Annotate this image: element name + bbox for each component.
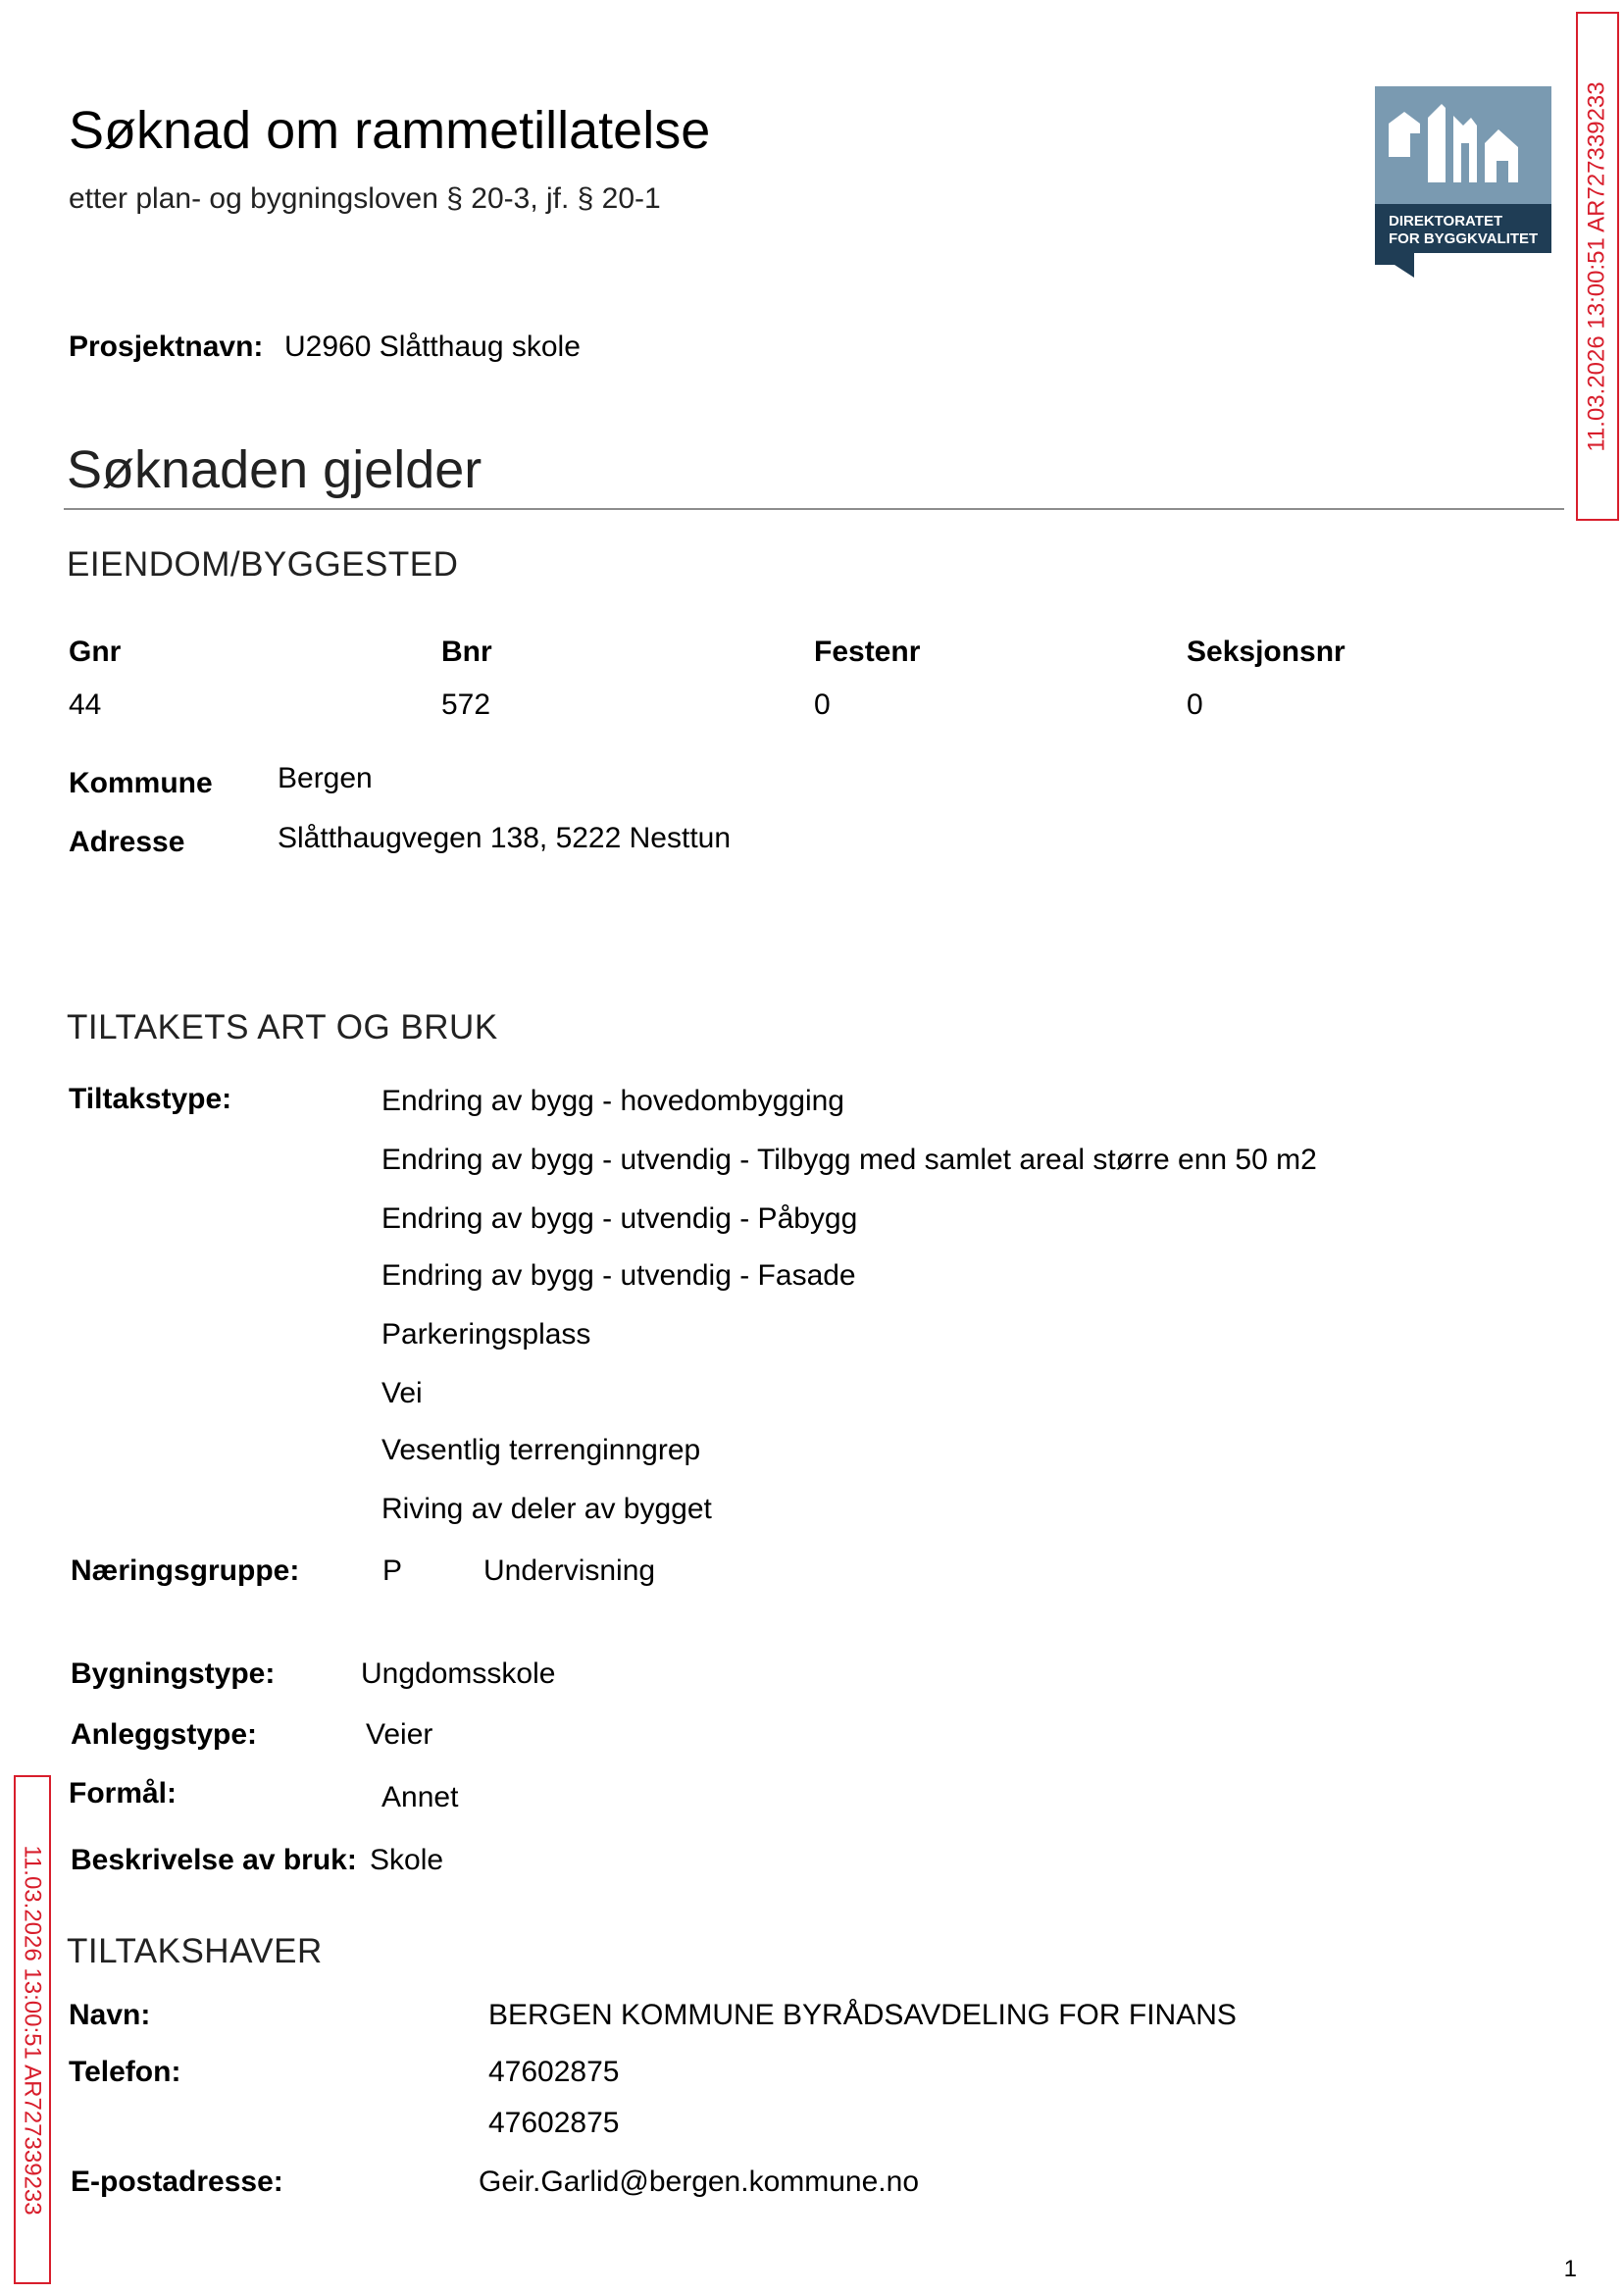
- industry-group-label: Næringsgruppe:: [71, 1555, 300, 1587]
- applicant-email-value: Geir.Garlid@bergen.kommune.no: [479, 2166, 920, 2198]
- building-type-value: Ungdomsskole: [361, 1657, 556, 1690]
- industry-group-code: P: [382, 1555, 403, 1587]
- gnr-value: 44: [69, 688, 102, 721]
- measure-type-item: Endring av bygg - utvendig - Fasade: [381, 1259, 856, 1292]
- building-type-label: Bygningstype:: [71, 1657, 276, 1690]
- bnr-value: 572: [441, 688, 491, 721]
- section-divider: [64, 508, 1564, 510]
- timestamp-stamp-side-text: 11.03.2026 13:00:51 AR727339233: [20, 1844, 46, 2216]
- applicant-heading: TILTAKSHAVER: [67, 1932, 323, 1970]
- seksjonsnr-value: 0: [1187, 688, 1203, 721]
- logo-text-line2: FOR BYGGKVALITET: [1389, 230, 1539, 247]
- facility-type-label: Anleggstype:: [71, 1718, 258, 1751]
- usage-description-value: Skole: [370, 1844, 444, 1876]
- measure-type-item: Endring av bygg - utvendig - Tilbygg med samlet areal større enn 50 m2: [381, 1144, 1317, 1176]
- measure-type-item: Parkeringsplass: [381, 1318, 591, 1351]
- festenr-header: Festenr: [814, 636, 921, 668]
- seksjonsnr-header: Seksjonsnr: [1187, 636, 1345, 668]
- project-name-value: U2960 Slåtthaug skole: [284, 331, 581, 363]
- measure-type-item: Riving av deler av bygget: [381, 1493, 712, 1525]
- facility-type-value: Veier: [366, 1718, 433, 1751]
- applicant-email-label: E-postadresse:: [71, 2166, 283, 2198]
- festenr-value: 0: [814, 688, 831, 721]
- gnr-header: Gnr: [69, 636, 122, 668]
- project-name-label: Prosjektnavn:: [69, 331, 264, 363]
- measure-type-item: Vesentlig terrenginngrep: [381, 1434, 701, 1466]
- applicant-phone-label: Telefon:: [69, 2056, 181, 2088]
- measure-type-item: Endring av bygg - utvendig - Påbygg: [381, 1202, 858, 1235]
- timestamp-stamp-side: [14, 1775, 51, 2284]
- document-title: Søknad om rammetillatelse: [69, 101, 711, 160]
- kommune-label: Kommune: [69, 767, 213, 799]
- measure-heading: TILTAKETS ART OG BRUK: [67, 1008, 498, 1046]
- logo-text-line1: DIREKTORATET: [1389, 213, 1503, 229]
- measure-type-item: Vei: [381, 1377, 423, 1409]
- industry-group-value: Undervisning: [483, 1555, 656, 1587]
- applicant-phone-value-2: 47602875: [488, 2107, 620, 2139]
- measure-type-label: Tiltakstype:: [69, 1083, 232, 1115]
- document-subtitle: etter plan- og bygningsloven § 20-3, jf. § 20-1: [69, 182, 661, 215]
- adresse-label: Adresse: [69, 826, 185, 858]
- page-number: 1: [1563, 2256, 1577, 2282]
- usage-description-label: Beskrivelse av bruk:: [71, 1844, 357, 1876]
- property-heading: EIENDOM/BYGGESTED: [67, 545, 459, 584]
- applicant-name-value: BERGEN KOMMUNE BYRÅDSAVDELING FOR FINANS: [488, 1999, 1237, 2031]
- timestamp-stamp-top: [1576, 12, 1619, 521]
- applicant-phone-value: 47602875: [488, 2056, 620, 2088]
- adresse-value: Slåtthaugvegen 138, 5222 Nesttun: [278, 822, 732, 854]
- purpose-value: Annet: [381, 1781, 459, 1813]
- section-title: Søknaden gjelder: [67, 440, 482, 499]
- timestamp-stamp-top-text: 11.03.2026 13:00:51 AR727339233: [1584, 80, 1610, 452]
- purpose-label: Formål:: [69, 1777, 178, 1810]
- applicant-name-label: Navn:: [69, 1999, 151, 2031]
- bnr-header: Bnr: [441, 636, 492, 668]
- dibk-logo: [1375, 86, 1551, 278]
- kommune-value: Bergen: [278, 762, 373, 794]
- measure-type-item: Endring av bygg - hovedombygging: [381, 1085, 844, 1117]
